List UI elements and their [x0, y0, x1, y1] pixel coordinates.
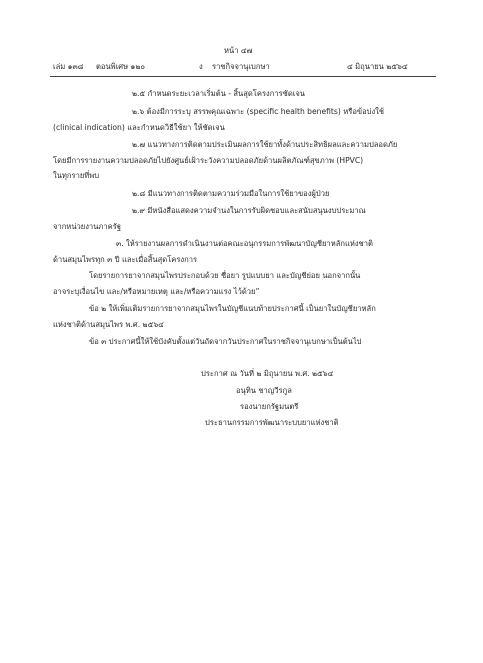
clause-2-7: ๒.๗ แนวทางการติดตามประเมินผลการใช้ยาทั้งด้านประสิทธิผลและความปลอดภัย: [132, 140, 398, 149]
article-2-cont: แห่งชาติด้านสมุนไพร พ.ศ. ๒๕๖๔: [53, 320, 164, 329]
clause-3-cont: ด้านสมุนไพรทุก ๓ ปี และเมื่อสิ้นสุดโครงการ: [53, 255, 198, 264]
clause-2-5: ๒.๕ กำหนดระยะเวลาเริ่มต้น - สิ้นสุดโครงการชัดเจน: [132, 89, 306, 98]
article-3: ข้อ ๓ ประกาศนี้ให้ใช้บังคับตั้งแต่วันถัดจากวันประกาศในราชกิจจานุเบกษาเป็นต้นไป: [89, 337, 362, 346]
clause-2-9: ๒.๙ มีหนังสือแสดงความจำนงในการรับผิดชอบและสนับสนุนงบประมาณ: [132, 206, 366, 215]
header-date: ๔ มิถุนายน ๒๕๖๔: [347, 62, 408, 71]
signatory-title-1: รองนายกรัฐมนตรี: [240, 402, 299, 411]
clause-2-7-cont2: ในทุกรายที่พบ: [53, 171, 100, 180]
signatory-name: อนุทิน ชาญวีรกูล: [236, 386, 292, 395]
article-2: ข้อ ๒ ให้เพิ่มเติมรายการยาจากสมุนไพรในบัญชีแนบท้ายประกาศนี้ เป็นยาในบัญชียาหลัก: [89, 304, 376, 313]
signatory-title-2: ประธานกรรมการพัฒนาระบบยาแห่งชาติ: [205, 418, 339, 427]
section-label: ง: [199, 62, 203, 71]
volume-label: เล่ม ๑๓๘: [53, 62, 84, 71]
clause-2-6: ๒.๖ ต้องมีการระบุ สรรพคุณเฉพาะ (specific health benefits) หรือข้อบ่งใช้: [132, 107, 385, 116]
clause-2-9-cont: จากหน่วยงานภาครัฐ: [53, 222, 122, 231]
clause-2-8: ๒.๘ มีแนวทางการติดตามความร่วมมือในการใช้ยาของผู้ป่วย: [132, 189, 330, 198]
clause-2-6-cont: (clinical indication) และกำหนดวิธีใช้ยา ให้ชัดเจน: [53, 123, 225, 132]
herbal-list-note: โดยรายการยาจากสมุนไพรประกอบด้วย ชื่อยา รูปแบบยา และบัญชีย่อย นอกจากนั้น: [89, 271, 361, 280]
gazette-name: ราชกิจจานุเบกษา: [212, 62, 270, 71]
clause-2-7-cont: โดยมีการรายงานความปลอดภัยไปยังศูนย์เฝ้าระวังความปลอดภัยด้านผลิตภัณฑ์สุขภาพ (HPVC): [53, 156, 364, 165]
herbal-list-note-cont: อาจระบุเงื่อนไข และ/หรือหมายเหตุ และ/หรือความแรง ไว้ด้วย”: [53, 287, 260, 296]
header-rule: [50, 76, 436, 77]
issue-label: ตอนพิเศษ ๑๒๐: [96, 62, 145, 71]
page-number: หน้า ๔๗: [224, 46, 253, 55]
clause-3: ๓. ให้รายงานผลการดำเนินงานต่อคณะอนุกรรมการพัฒนาบัญชียาหลักแห่งชาติ: [116, 239, 373, 248]
announcement-date: ประกาศ ณ วันที่ ๒ มิถุนายน พ.ศ. ๒๕๖๔: [201, 369, 334, 378]
